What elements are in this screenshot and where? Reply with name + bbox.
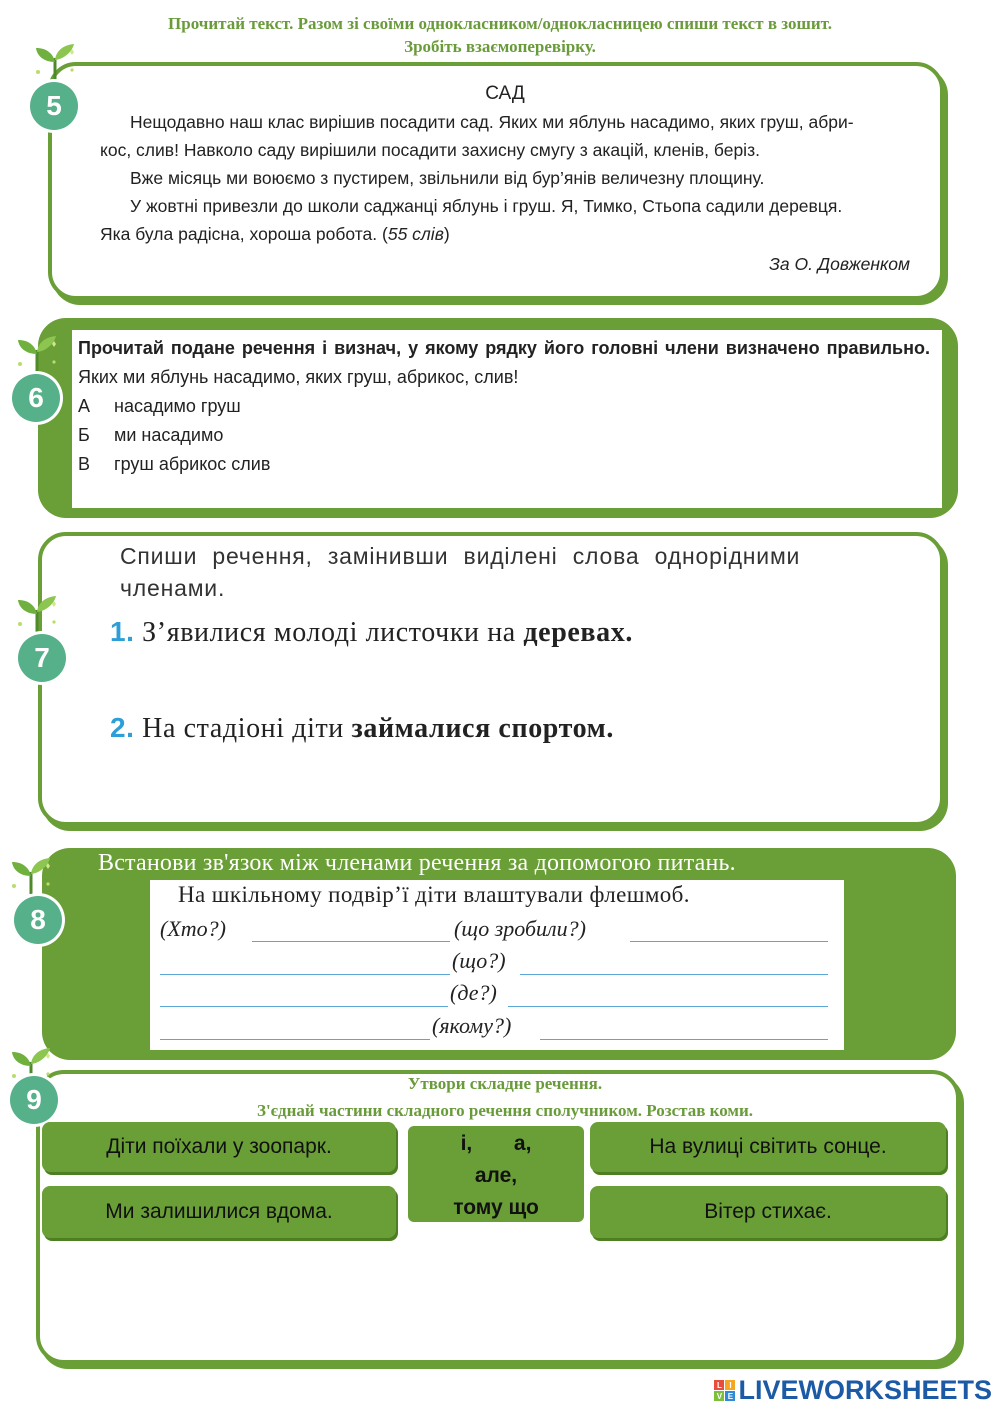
header-line-1: Прочитай текст. Разом зі своїми однокласником/однокласницею спиши текст в зошит. [168,14,832,33]
option-letter: А [78,396,91,416]
task9-title: Утвори складне речення. [407,1074,603,1093]
right-part-2[interactable]: Вітер стихає. [590,1186,946,1238]
conjunction-box[interactable] [408,1126,584,1222]
sprout-icon [8,856,54,896]
task6-option-b[interactable] [78,421,936,450]
item-text: На стадіоні діти [142,713,352,744]
logo-letter: L [714,1380,724,1390]
task5-line-4: У жовтні привезли до школи саджанці яблунь і груш. Я, Тимко, Стьопа садили деревця. [130,196,843,216]
answer-line-what-did[interactable] [630,941,828,942]
logo-letter: E [725,1391,735,1401]
item-highlight: займалися спортом [351,713,607,744]
option-text: груш абрикос слив [114,454,271,474]
task7-item-2 [110,712,614,745]
option-text: насадимо груш [114,396,241,416]
task6-instruction: Прочитай подане речення і визнач, у якому рядку його головні члени визначено правильно. [78,338,930,358]
conjunction-tomu-shcho[interactable]: тому що [453,1196,539,1219]
task7-number-badge: 7 [18,634,66,682]
task5-line-3: Вже місяць ми воюємо з пустирем, звільнили від бур’янів величезну площину. [130,168,765,188]
question-which: (якому?) [432,1013,512,1038]
conjunction-row-1 [408,1128,584,1160]
item-end: . [625,617,633,648]
task8-number-badge: 8 [14,896,62,944]
task6-number-badge: 6 [12,374,60,422]
logo-mark [714,1380,735,1401]
task9-subtitle: З'єднай частини складного речення сполучником. Розстав коми. [256,1101,754,1120]
sprout-icon [32,42,78,82]
answer-line-what[interactable] [520,974,828,975]
answer-line-where[interactable] [508,1006,828,1007]
item-number: 1. [110,616,135,647]
header-line-2: Зробіть взаємоперевірку. [404,37,596,56]
task8-sentence: На шкільному подвір’ї діти влаштували флешмоб. [178,882,690,907]
task6-text [78,334,936,479]
task7-prompt-line-2: членами. [120,575,226,601]
answer-line-3[interactable] [160,1039,430,1040]
question-what: (що?) [452,948,506,973]
sprout-icon [14,334,60,374]
task5-number-badge: 5 [30,82,78,130]
question-what-did: (що зробили?) [454,916,586,941]
task5-text [100,80,910,278]
conjunction-ale[interactable]: але, [474,1164,518,1187]
task6-option-c[interactable] [78,450,936,479]
task7-prompt-line-1: Спиши речення, замінивши виділені слова однорідними [120,543,801,569]
conjunction-a[interactable]: а, [513,1132,532,1155]
task9-number-badge: 9 [10,1076,58,1124]
task5-title: САД [485,83,525,104]
option-letter: В [78,454,91,474]
task6-sentence: Яких ми яблунь насадимо, яких груш, абрикос, слив! [78,367,519,387]
task8-title: Встанови зв'язок між членами речення за допомогою питань. [98,850,736,876]
item-end: . [606,713,614,744]
task9-instructions [40,1070,970,1124]
task5-last-line: Яка була радісна, хороша робота. ( [100,224,388,244]
task5-author: За О. Довженком [769,254,910,274]
option-letter: Б [78,425,90,445]
item-text: З’явилися молоді листочки на [142,617,524,648]
answer-line-which[interactable] [540,1039,828,1040]
logo-letter: V [714,1391,724,1401]
liveworksheets-logo [714,1375,992,1406]
right-part-1[interactable]: На вулиці світить сонце. [590,1122,946,1172]
option-text: ми насадимо [114,425,224,445]
item-highlight: деревах [523,617,626,648]
task6-option-a[interactable] [78,392,936,421]
task7-item-1 [110,616,633,649]
answer-line-who[interactable] [252,941,450,942]
logo-text: LIVEWORKSHEETS [738,1375,992,1405]
item-number: 2. [110,712,135,743]
task7-prompt [120,540,920,604]
logo-letter: I [725,1380,735,1390]
task5-line-1: Нещодавно наш клас вирішив посадити сад. Яких ми яблунь насадимо, яких груш, абри- [130,112,854,132]
question-where: (де?) [450,980,497,1005]
task5-last-line-end: ) [443,224,450,244]
task5-line-5 [100,220,910,248]
answer-line-2[interactable] [160,1006,448,1007]
header-instruction [40,12,960,58]
answer-line-1[interactable] [160,974,450,975]
question-who: (Хто?) [160,916,226,941]
task5-word-count: 55 слів [387,224,444,244]
sprout-icon [14,594,60,634]
left-part-1[interactable]: Діти поїхали у зоопарк. [42,1122,396,1172]
conjunction-i[interactable]: і, [460,1132,473,1155]
left-part-2[interactable]: Ми залишилися вдома. [42,1186,396,1238]
task5-line-2: кос, слив! Навколо саду вирішили посадити захисну смугу з акацій, кленів, беріз. [100,140,760,160]
